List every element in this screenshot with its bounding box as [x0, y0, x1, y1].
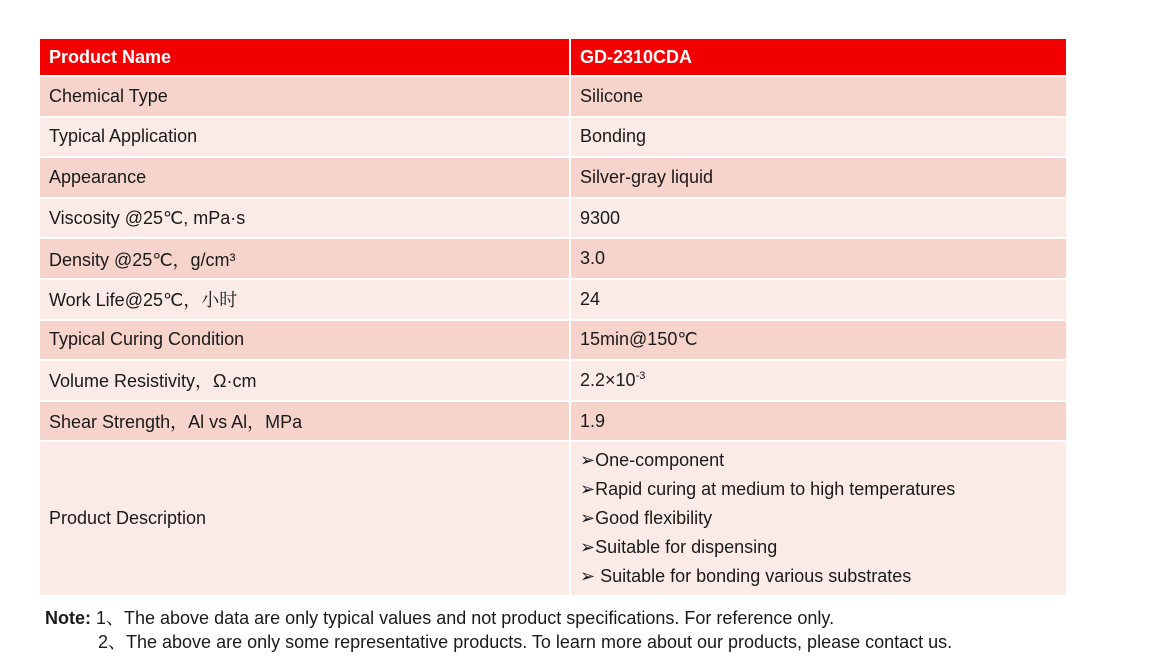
list-item: ➢Good flexibility — [580, 508, 713, 529]
table-row — [40, 117, 1067, 158]
row-label: Density @25℃，g/cm³ — [40, 238, 570, 279]
note-prefix: Note: — [45, 608, 91, 628]
description-label: Product Description — [40, 441, 570, 596]
row-value: 1.9 — [570, 401, 1067, 442]
description-list — [580, 442, 1057, 595]
description-row — [40, 441, 1067, 596]
header-product-code: GD-2310CDA — [570, 39, 1067, 76]
row-value: 3.0 — [570, 238, 1067, 279]
table-header-row — [40, 39, 1067, 76]
row-value: 9300 — [570, 198, 1067, 239]
table-row — [40, 320, 1067, 361]
table-row — [40, 238, 1067, 279]
row-label: Appearance — [40, 157, 570, 198]
row-label: Work Life@25℃，小时 — [40, 279, 570, 320]
table-row — [40, 198, 1067, 239]
row-value — [570, 360, 1067, 401]
row-label: Volume Resistivity，Ω·cm — [40, 360, 570, 401]
header-product-name: Product Name — [40, 39, 570, 76]
notes — [45, 606, 952, 654]
list-item: ➢Rapid curing at medium to high temperatures — [580, 479, 956, 500]
list-item: ➢Suitable for dispensing — [580, 537, 778, 558]
row-label: Typical Application — [40, 117, 570, 158]
description-value — [570, 441, 1067, 596]
table-row — [40, 401, 1067, 442]
row-value: Bonding — [570, 117, 1067, 158]
value-exponent: -3 — [635, 369, 646, 382]
row-value: 15min@150℃ — [570, 320, 1067, 361]
note-text-1: 1、The above data are only typical values and not product specifications. For reference only. — [91, 608, 835, 628]
list-item: ➢ Suitable for bonding various substrates — [580, 566, 912, 587]
row-label: Typical Curing Condition — [40, 320, 570, 361]
table-row — [40, 360, 1067, 401]
row-label: Shear Strength，Al vs Al，MPa — [40, 401, 570, 442]
row-label: Viscosity @25℃, mPa·s — [40, 198, 570, 239]
note-line-1 — [45, 606, 952, 630]
row-value: 24 — [570, 279, 1067, 320]
row-value: Silver-gray liquid — [570, 157, 1067, 198]
table-row — [40, 76, 1067, 117]
spec-table — [40, 39, 1068, 597]
list-item: ➢One-component — [580, 450, 725, 471]
table-row — [40, 279, 1067, 320]
row-value: Silicone — [570, 76, 1067, 117]
note-line-2: 2、The above are only some representative products. To learn more about our products, please contact us. — [98, 632, 953, 652]
table-row — [40, 157, 1067, 198]
value-base: 2.2×10 — [580, 369, 636, 390]
row-label: Chemical Type — [40, 76, 570, 117]
